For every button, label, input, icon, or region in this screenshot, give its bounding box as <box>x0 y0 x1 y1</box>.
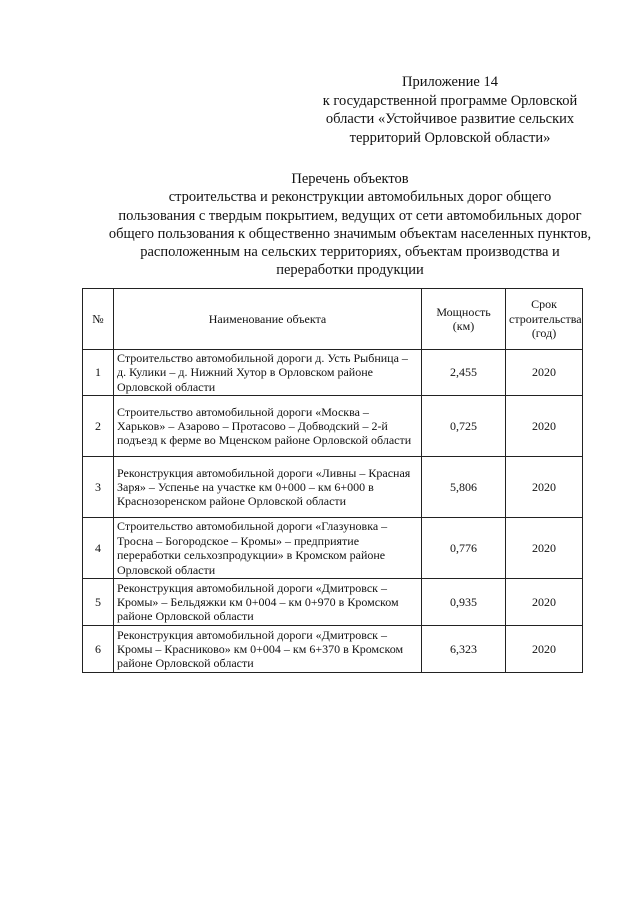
row-year: 2020 <box>506 457 583 518</box>
table-header-row <box>83 289 583 350</box>
row-name: Строительство автомобильной дороги «Москва – Харьков» – Азарово – Протасово – Добводский – 2-й подъезд к ферме во Мценском районе Орловской области <box>114 396 422 457</box>
row-capacity: 0,725 <box>422 396 506 457</box>
row-num: 4 <box>83 518 114 579</box>
row-name: Реконструкция автомобильной дороги «Дмитровск – Кромы – Красниково» км 0+004 – км 6+370 в Кромском районе Орловской области <box>114 626 422 673</box>
row-name: Строительство автомобильной дороги «Глазуновка – Тросна – Богородское – Кромы» – предприятие переработки сельхозпродукции» в Кромском районе Орловской области <box>114 518 422 579</box>
row-name: Строительство автомобильной дороги д. Усть Рыбница – д. Кулики – д. Нижний Хутор в Орловском районе Орловской области <box>114 350 422 396</box>
row-capacity: 2,455 <box>422 350 506 396</box>
appendix-line: к государственной программе Орловской <box>322 92 578 109</box>
row-num: 1 <box>83 350 114 396</box>
appendix-line: территорий Орловской области» <box>349 129 551 146</box>
row-name: Реконструкция автомобильной дороги «Ливны – Красная Заря» – Успенье на участке км 0+000 – км 6+000 в Краснозоренском районе Орловской области <box>114 457 422 518</box>
row-capacity: 0,776 <box>422 518 506 579</box>
header-term: Срок строительства (год) <box>506 289 583 350</box>
title-line: Перечень объектов <box>291 171 409 187</box>
row-year: 2020 <box>506 626 583 673</box>
title-line: переработки продукции <box>276 262 424 279</box>
table-row <box>83 579 583 626</box>
objects-table <box>82 288 583 673</box>
row-year: 2020 <box>506 350 583 396</box>
table-row <box>83 518 583 579</box>
appendix-line: Приложение 14 <box>402 74 498 90</box>
table-row <box>83 350 583 396</box>
row-year: 2020 <box>506 396 583 457</box>
row-capacity: 5,806 <box>422 457 506 518</box>
title-line: расположенным на сельских территориях, объектам производства и <box>140 244 560 261</box>
row-capacity: 0,935 <box>422 579 506 626</box>
header-capacity: Мощность (км) <box>422 289 506 350</box>
row-year: 2020 <box>506 579 583 626</box>
header-num: № <box>83 289 114 350</box>
row-num: 3 <box>83 457 114 518</box>
table-row <box>83 626 583 673</box>
row-year: 2020 <box>506 518 583 579</box>
row-num: 5 <box>83 579 114 626</box>
title-line: общего пользования к общественно значимым объектам населенных пунктов, <box>108 225 592 242</box>
row-num: 2 <box>83 396 114 457</box>
row-capacity: 6,323 <box>422 626 506 673</box>
title-line: пользования с твердым покрытием, ведущих от сети автомобильных дорог <box>118 207 582 224</box>
title-line: строительства и реконструкции автомобильных дорог общего <box>168 189 552 206</box>
table-row <box>83 457 583 518</box>
appendix-header <box>300 73 600 147</box>
document-title <box>60 170 640 280</box>
row-num: 6 <box>83 626 114 673</box>
table-row <box>83 396 583 457</box>
appendix-line: области «Устойчивое развитие сельских <box>325 111 575 127</box>
row-name: Реконструкция автомобильной дороги «Дмитровск – Кромы» – Бельдяжки км 0+004 – км 0+970 в Кромском районе Орловской области <box>114 579 422 626</box>
header-name: Наименование объекта <box>114 289 422 350</box>
